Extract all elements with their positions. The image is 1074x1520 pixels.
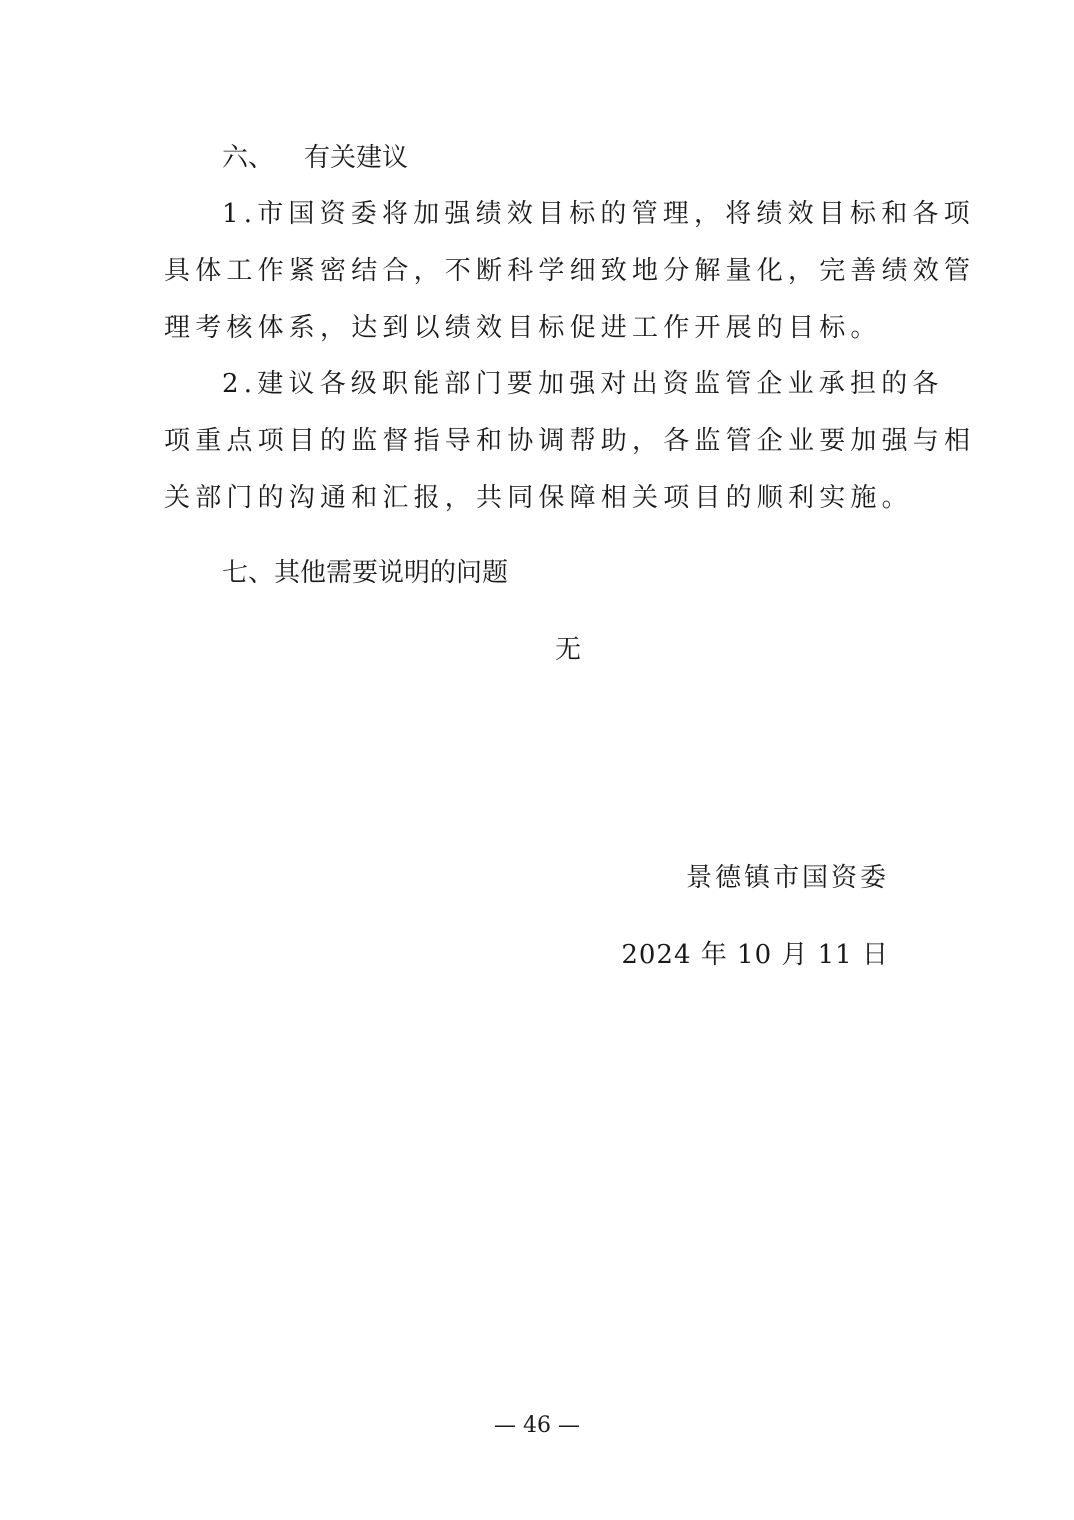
section-6-title: 有关建议 [304,143,409,173]
page-number: — 46 — [494,1413,580,1438]
paragraph-1-line: 1.市国资委将加强绩效目标的管理，将绩效目标和各项 [222,199,975,229]
paragraph-1 [164,186,976,357]
section-6-number: 六、 [222,143,275,173]
paragraph-2-line: 关部门的沟通和汇报，共同保障相关项目的顺利实施。 [164,483,913,513]
signature-org: 景德镇市国资委 [685,863,889,893]
paragraph-2-line: 2.建议各级职能部门要加强对出资监管企业承担的各 [222,369,944,399]
paragraph-1-line: 具体工作紧密结合，不断科学细致地分解量化，完善绩效管 [164,256,976,286]
paragraph-2-line: 项重点项目的监督指导和协调帮助，各监管企业要加强与相 [164,426,976,456]
paragraph-2 [164,356,976,527]
paragraph-1-line: 理考核体系，达到以绩效目标促进工作开展的目标。 [164,313,882,343]
section-7-body: 无 [555,635,582,665]
signature-date: 2024 年 10 月 11 日 [621,940,889,970]
section-7-heading: 七、其他需要说明的问题 [222,558,509,588]
section-6-heading [222,138,408,178]
